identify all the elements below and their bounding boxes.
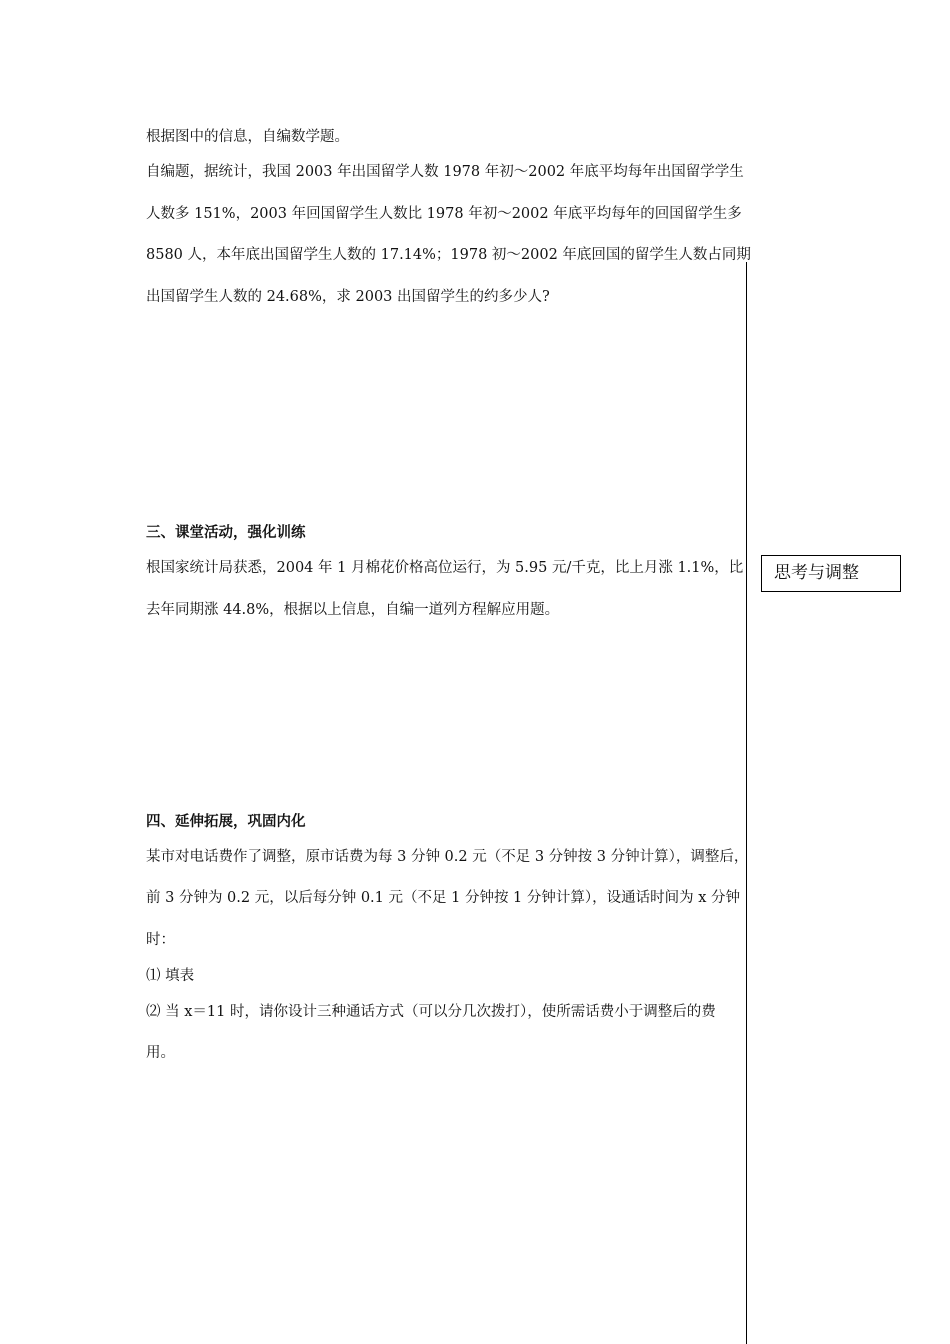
- section4-line-2: 前 3 分钟为 0.2 元，以后每分钟 0.1 元（不足 1 分钟按 1 分钟计算），设通话时间为 x 分钟: [146, 890, 741, 906]
- section4-item-3: 用。: [146, 1045, 175, 1061]
- section4-item-1: ⑴ 填表: [146, 968, 195, 984]
- reflection-box-label: 思考与调整: [774, 563, 859, 583]
- section3-line-2: 去年同期涨 44.8%，根据以上信息，自编一道列方程解应用题。: [146, 602, 560, 618]
- reflection-box: [761, 555, 901, 592]
- section3-line-1: 根国家统计局获悉，2004 年 1 月棉花价格高位运行，为 5.95 元/千克，比上月涨 1.1%，比: [146, 560, 744, 576]
- section4-line-3: 时：: [146, 932, 175, 948]
- problem-line-4: 出国留学生人数的 24.68%，求 2003 出国留学生的约多少人?: [146, 289, 550, 305]
- section3-heading: 三、课堂活动，强化训练: [146, 524, 306, 541]
- margin-divider-line: [746, 262, 747, 1344]
- section4-item-2: ⑵ 当 x＝11 时，请你设计三种通话方式（可以分几次拨打），使所需话费小于调整后的费: [146, 1004, 716, 1020]
- problem-line-2: 人数多 151%，2003 年回国留学生人数比 1978 年初～2002 年底平均每年的回国留学生多: [146, 206, 742, 222]
- section4-heading: 四、延伸拓展，巩固内化: [146, 813, 306, 830]
- section4-line-1: 某市对电话费作了调整，原市话费为每 3 分钟 0.2 元（不足 3 分钟按 3 分钟计算），调整后，: [146, 849, 749, 865]
- problem-line-3: 8580 人，本年底出国留学生人数的 17.14%；1978 初～2002 年底回国的留学生人数占同期: [146, 247, 751, 263]
- problem-line-1: 自编题，据统计，我国 2003 年出国留学人数 1978 年初～2002 年底平均每年出国留学学生: [146, 164, 744, 180]
- intro-instruction: 根据图中的信息，自编数学题。: [146, 129, 349, 145]
